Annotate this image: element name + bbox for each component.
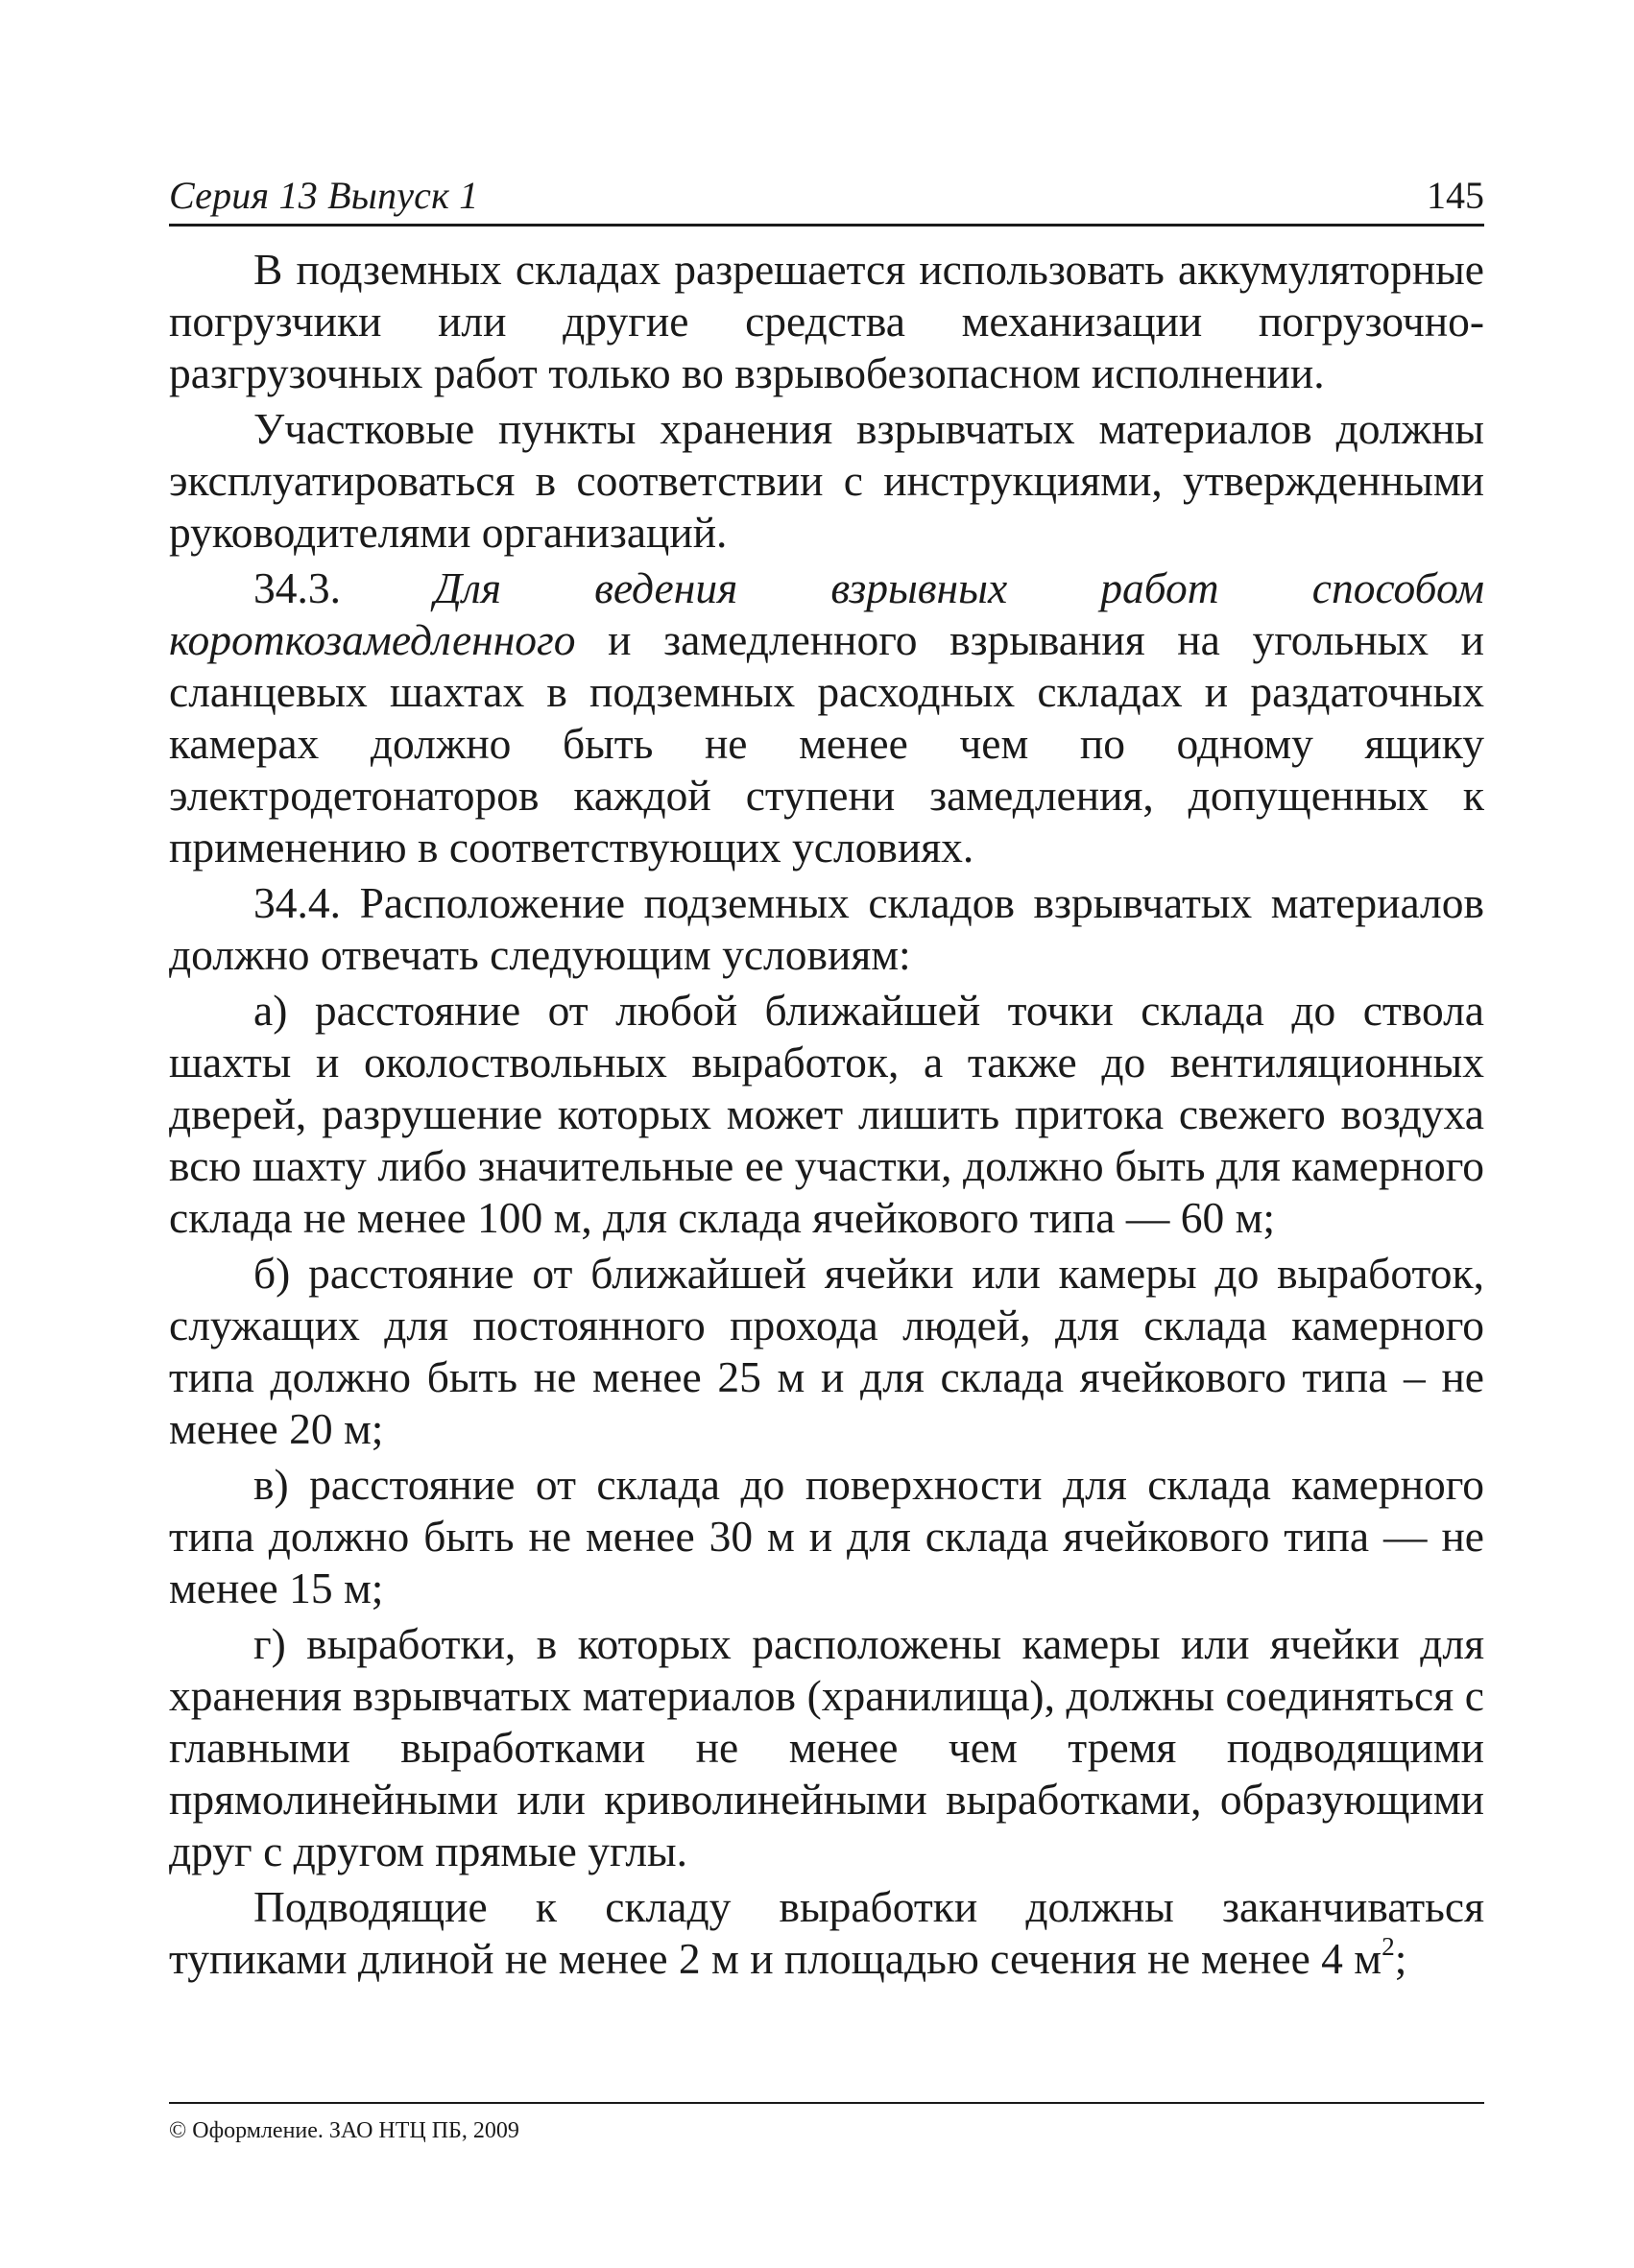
clause-number: 34.3. <box>253 563 435 612</box>
list-item-g <box>169 1618 1484 1877</box>
paragraph-text: в) расстояние от склада до поверхности для склада камерного типа должно быть не менее 30 м и для склада ячейкового типа — не менее 15 м; <box>169 1460 1484 1612</box>
page-number: 145 <box>1427 174 1484 217</box>
list-item-b <box>169 1248 1484 1455</box>
paragraph-text: Подводящие к складу выработки должны заканчиваться тупиками длиной не менее 2 м и площадью сечения не менее 4 м <box>169 1882 1484 1983</box>
paragraph <box>169 403 1484 559</box>
footer-rule <box>169 2102 1484 2104</box>
paragraph <box>169 1881 1484 1985</box>
body-text <box>169 244 1484 1989</box>
paragraph-tail: ; <box>1394 1934 1407 1983</box>
paragraph-34-3 <box>169 562 1484 873</box>
paragraph-34-4 <box>169 877 1484 981</box>
list-item-v <box>169 1459 1484 1614</box>
paragraph-text: г) выработки, в которых расположены камеры или ячейки для хранения взрывчатых материалов (хранилища), должны соединяться с главными выработками не менее чем тремя подводящими прямолинейными или криволинейными выработками, образующими друг с другом прямые углы. <box>169 1619 1484 1875</box>
paragraph <box>169 244 1484 399</box>
italic-lead: Для ведения взрывных работ способом короткозамедленного <box>169 563 1485 664</box>
superscript: 2 <box>1382 1931 1395 1961</box>
paragraph-text: 34.4. Расположение подземных складов взрывчатых материалов должно отвечать следующим условиям: <box>169 878 1484 979</box>
paragraph-text: Участковые пункты хранения взрывчатых материалов должны эксплуатироваться в соответствии с инструкциями, утвержденными руководителями организаций. <box>169 404 1484 557</box>
footer-copyright: © Оформление. ЗАО НТЦ ПБ, 2009 <box>169 2118 519 2143</box>
paragraph-text: а) расстояние от любой ближайшей точки склада до ствола шахты и околоствольных выработок, а также до вентиляционных дверей, разрушение которых может лишить притока свежего воздуха всю шахту либо значительные ее участки, должно быть для камерного склада не менее 100 м, для склада ячейкового типа — 60 м; <box>169 986 1484 1242</box>
paragraph-text: и замедленного взрывания на угольных и сланцевых шахтах в подземных расходных складах и раздаточных камерах должно быть не менее чем по одному ящику электродетонаторов каждой ступени замедления, допущенных к применению в соответствующих условиях. <box>169 615 1484 871</box>
header-rule <box>169 224 1484 227</box>
paragraph-text: В подземных складах разрешается использовать аккумуляторные погрузчики или другие средства механизации погрузочно-разгрузочных работ только во взрывобезопасном исполнении. <box>169 245 1484 397</box>
paragraph-text: б) расстояние от ближайшей ячейки или камеры до выработок, служащих для постоянного прохода людей, для склада камерного типа должно быть не менее 25 м и для склада ячейкового типа – не менее 20 м; <box>169 1249 1484 1453</box>
series-title: Серия 13 Выпуск 1 <box>169 174 479 217</box>
list-item-a <box>169 985 1484 1244</box>
running-head <box>169 169 1484 223</box>
